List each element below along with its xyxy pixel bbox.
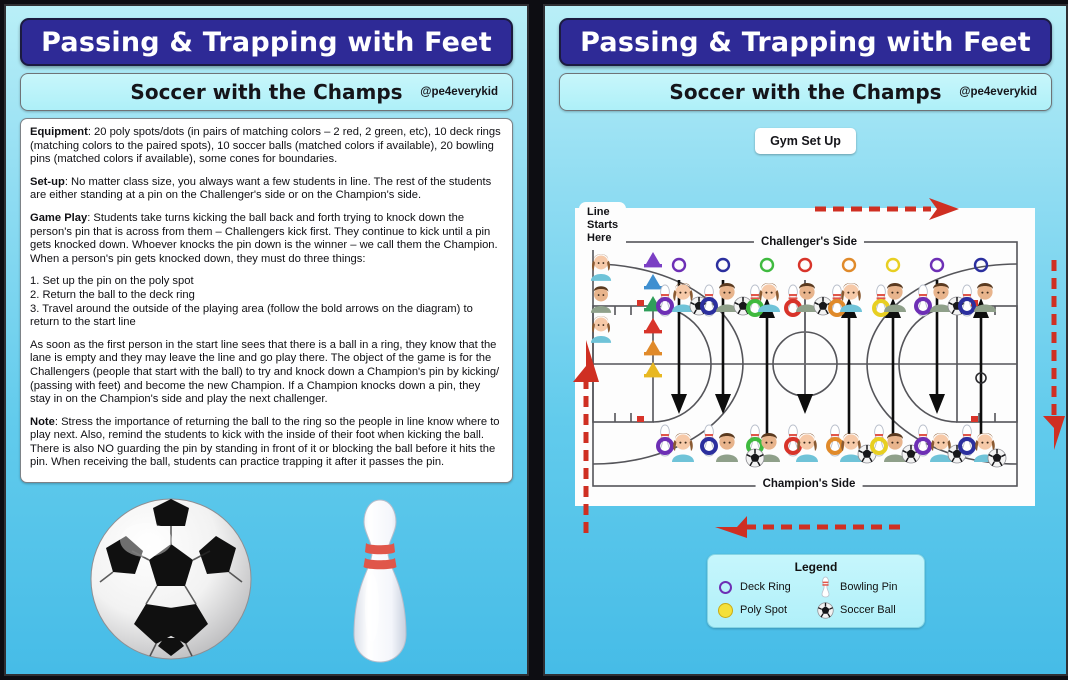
slide-subtitle-bar (20, 73, 513, 111)
travel-arrow-right (1041, 258, 1067, 453)
legend-title: Legend (794, 560, 838, 574)
gameplay-text: : Students take turns kicking the ball back and forth trying to knock down the person's pin that is across from them – Challengers kick first. They continue to kick until a pin gets knocked down. Whoever knocks the pin down is the winner – we call them the Champion. When a person's pin gets knocked down, they must do three things: (30, 211, 498, 265)
challenger-side-label: Challenger's Side (754, 236, 864, 248)
line-starts-here-label (579, 202, 626, 250)
legend-label: Bowling Pin (840, 581, 898, 593)
legend-item-poly-spot (716, 601, 816, 619)
gym-diagram (575, 202, 1043, 522)
slide-gym-setup (543, 4, 1068, 676)
slide-subtitle: Soccer with the Champs (669, 80, 942, 104)
legend-item-bowling-pin (816, 578, 916, 596)
step-item: 3. Travel around the outside of the playing area (follow the bold arrows on the diagram) to return to the start line (30, 302, 473, 329)
gameplay-label: Game Play (30, 211, 88, 224)
line-starts-line-2: Starts (587, 219, 619, 231)
legend-label: Poly Spot (740, 604, 788, 616)
gym-setup-badge-wrap (545, 128, 1066, 154)
note-label: Note (30, 415, 55, 428)
illustration-area (6, 494, 527, 674)
soccer-ball-icon (88, 496, 254, 662)
bowling-pin-icon (344, 498, 416, 666)
setup-paragraph (30, 176, 503, 203)
object-paragraph: As soon as the first person in the start line sees that there is a ball in a ring, they know that the lane is empty and they may leave the line and go play there. The object of the game is for the Challengers (people that start with the ball) to try and knock down a Champion's pin by kicking/ (passing with feet) and become the new Champion. If a Champion knocks down a pin, they stay in on the Champion's side and play the next challenger. (30, 338, 500, 406)
setup-label: Set-up (30, 175, 65, 188)
court-markings (575, 202, 1043, 522)
travel-arrow-left (571, 336, 601, 536)
note-text: : Stress the importance of returning the ball to the ring so the people in line know where to play next. Also, remind the students to kick with the inside of their foot when kicking the ball. There is also NO guarding the pin by standing in front of it or blocking the ball before it hits the pin. When receiving the ball, students can practice trapping it after it passes the pin. (30, 415, 500, 469)
page-title: Passing & Trapping with Feet (580, 26, 1031, 58)
bowling-pin-icon (816, 578, 834, 596)
travel-arrow-bottom (713, 514, 903, 540)
slide-instructions (4, 4, 529, 676)
line-starts-line-3: Here (587, 232, 612, 244)
step-item: 2. Return the ball to the deck ring (30, 288, 195, 301)
legend-label: Deck Ring (740, 581, 791, 593)
legend-grid (716, 578, 916, 619)
note-paragraph (30, 416, 503, 470)
legend-item-deck-ring (716, 578, 816, 596)
steps-list (30, 275, 503, 329)
line-starts-line-1: Line (587, 206, 610, 218)
slide-title-bar (20, 18, 513, 66)
travel-arrow-top (813, 196, 963, 222)
legend-label: Soccer Ball (840, 604, 896, 616)
gym-setup-badge: Gym Set Up (755, 128, 856, 154)
step-item: 1. Set up the pin on the poly spot (30, 275, 194, 288)
legend-item-soccer-ball (816, 601, 916, 619)
poly-spot-icon (716, 601, 734, 619)
author-handle: @pe4everykid (420, 86, 498, 98)
slide-title-bar (559, 18, 1052, 66)
equipment-paragraph (30, 126, 503, 167)
equipment-label: Equipment (30, 126, 88, 138)
slide-subtitle-bar (559, 73, 1052, 111)
deck-ring-icon (716, 578, 734, 596)
legend-box (707, 554, 925, 628)
champion-side-label: Champion's Side (756, 478, 863, 490)
author-handle: @pe4everykid (959, 86, 1037, 98)
instructions-textbox (20, 118, 513, 483)
page-title: Passing & Trapping with Feet (41, 26, 492, 58)
gameplay-paragraph (30, 212, 503, 266)
soccer-ball-icon (816, 601, 834, 619)
slide-subtitle: Soccer with the Champs (130, 80, 403, 104)
setup-text: : No matter class size, you always want a few students in line. The rest of the students are either standing at a pin on the Challenger's side or on the Champion's side. (30, 175, 492, 202)
equipment-text: : 20 poly spots/dots (in pairs of matching colors – 2 red, 2 green, etc), 10 deck rings (matching colors to the paired spots), 10 soccer balls (matched colors if available), 20 bowling pins (matched colors if available), some cones for boundaries. (30, 126, 501, 166)
